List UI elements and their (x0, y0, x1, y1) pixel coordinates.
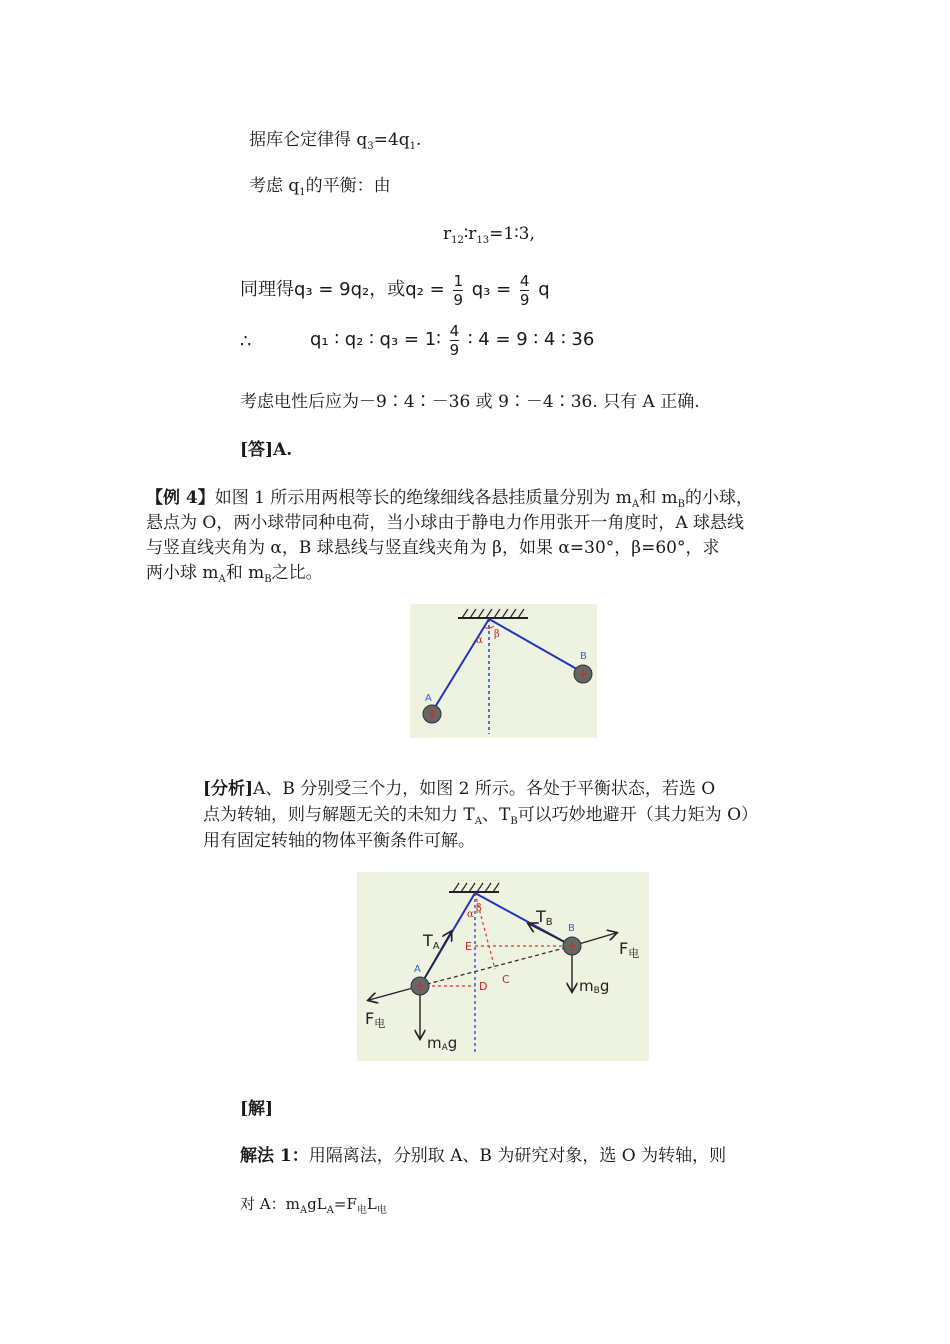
analysis-line-3: 用有固定转轴的物体平衡条件可解。 (203, 831, 475, 851)
text-sign-conclusion: 考虑电性后应为－9∶4∶－36 或 9∶－4∶36. 只有 A 正确. (240, 392, 700, 412)
charge-b-icon: + (577, 667, 589, 681)
label-alpha: α (476, 635, 483, 646)
label-c: C (502, 973, 510, 986)
analysis-label: [分析] (203, 779, 254, 799)
text-balance-q1: 考虑 $q_1$的平衡：由 (249, 176, 391, 198)
formula-similarly: 同理得q₃ = 9q₂，或q₂ = $\frac{1}{9}$ q₃ = $\frac{4}{9}$ q (240, 271, 550, 309)
formula-therefore-symbol: ∴ (240, 331, 252, 352)
figure-2-force-diagram (357, 872, 649, 1061)
label-b: B (580, 651, 587, 662)
charge-a-icon: + (426, 707, 438, 721)
fraction-4-9-b: $\frac{4}{9}$ (449, 321, 460, 359)
label-fe-left: F电 (365, 1009, 386, 1030)
method-1-label: 解法 1： (240, 1146, 309, 1166)
label-beta-2: β (476, 903, 482, 914)
label-tb: TB (536, 907, 553, 928)
label-a: A (425, 693, 432, 704)
analysis-line-1: [分析]A、B 分别受三个力，如图 2 所示。各处于平衡状态，若选 O (203, 779, 716, 799)
charge-a2-icon: + (414, 979, 426, 993)
label-b-2: B (568, 923, 575, 934)
example-4-line-4: 两小球 $m_A$和 $m_B$之比。 (146, 563, 323, 585)
label-mbg: mBg (579, 977, 610, 996)
figure-2-background (357, 872, 649, 1061)
label-e: E (465, 940, 472, 953)
figure-1-pendulums (410, 604, 597, 738)
label-d: D (479, 980, 488, 993)
equation-a: 对 A：$m_AgL_A=F_电L_电$ (240, 1195, 387, 1216)
charge-b2-icon: + (566, 939, 578, 953)
label-alpha-2: α (467, 909, 474, 920)
fraction-1-9: $\frac{1}{9}$ (453, 271, 463, 309)
text-ratio-r: $r_{12}∶r_{13}=1∶3$, (443, 224, 535, 246)
label-ta: TA (423, 931, 440, 952)
label-a-2: A (414, 964, 421, 975)
analysis-line-2: 点为转轴，则与解题无关的未知力 $T_A$、$T_B$可以巧妙地避开（其力矩为 O） (203, 805, 759, 827)
formula-ratio-result: q₁ ∶ q₂ ∶ q₃ = 1∶ $\frac{4}{9}$ ∶ 4 = 9 ∶ 4 ∶ 36 (310, 321, 595, 359)
label-mag: mAg (427, 1034, 458, 1053)
fraction-4-9: $\frac{4}{9}$ (519, 271, 530, 309)
example-4-line-3: 与竖直线夹角为 α，B 球悬线与竖直线夹角为 β，如果 α=30°，β=60°，求 (146, 538, 720, 558)
label-beta: β (494, 629, 500, 640)
example-4-line-2: 悬点为 O，两小球带同种电荷，当小球由于静电力作用张开一角度时，A 球悬线 (146, 513, 745, 533)
example-4-line-1: 【例 4】如图 1 所示用两根等长的绝缘细线各悬挂质量分别为 $m_A$和 $m_B$的小球， (146, 488, 754, 510)
method-1-text: 解法 1：用隔离法，分别取 A、B 为研究对象，选 O 为转轴，则 (240, 1146, 727, 1166)
text-coulomb-law: 据库仑定律得 $q_3=4q_1$. (249, 130, 422, 152)
solution-label: [解] (240, 1099, 274, 1119)
example-4-label: 【例 4】 (146, 488, 215, 508)
label-fe-right: F电 (619, 939, 640, 960)
answer-label: [答]A. (240, 440, 293, 460)
